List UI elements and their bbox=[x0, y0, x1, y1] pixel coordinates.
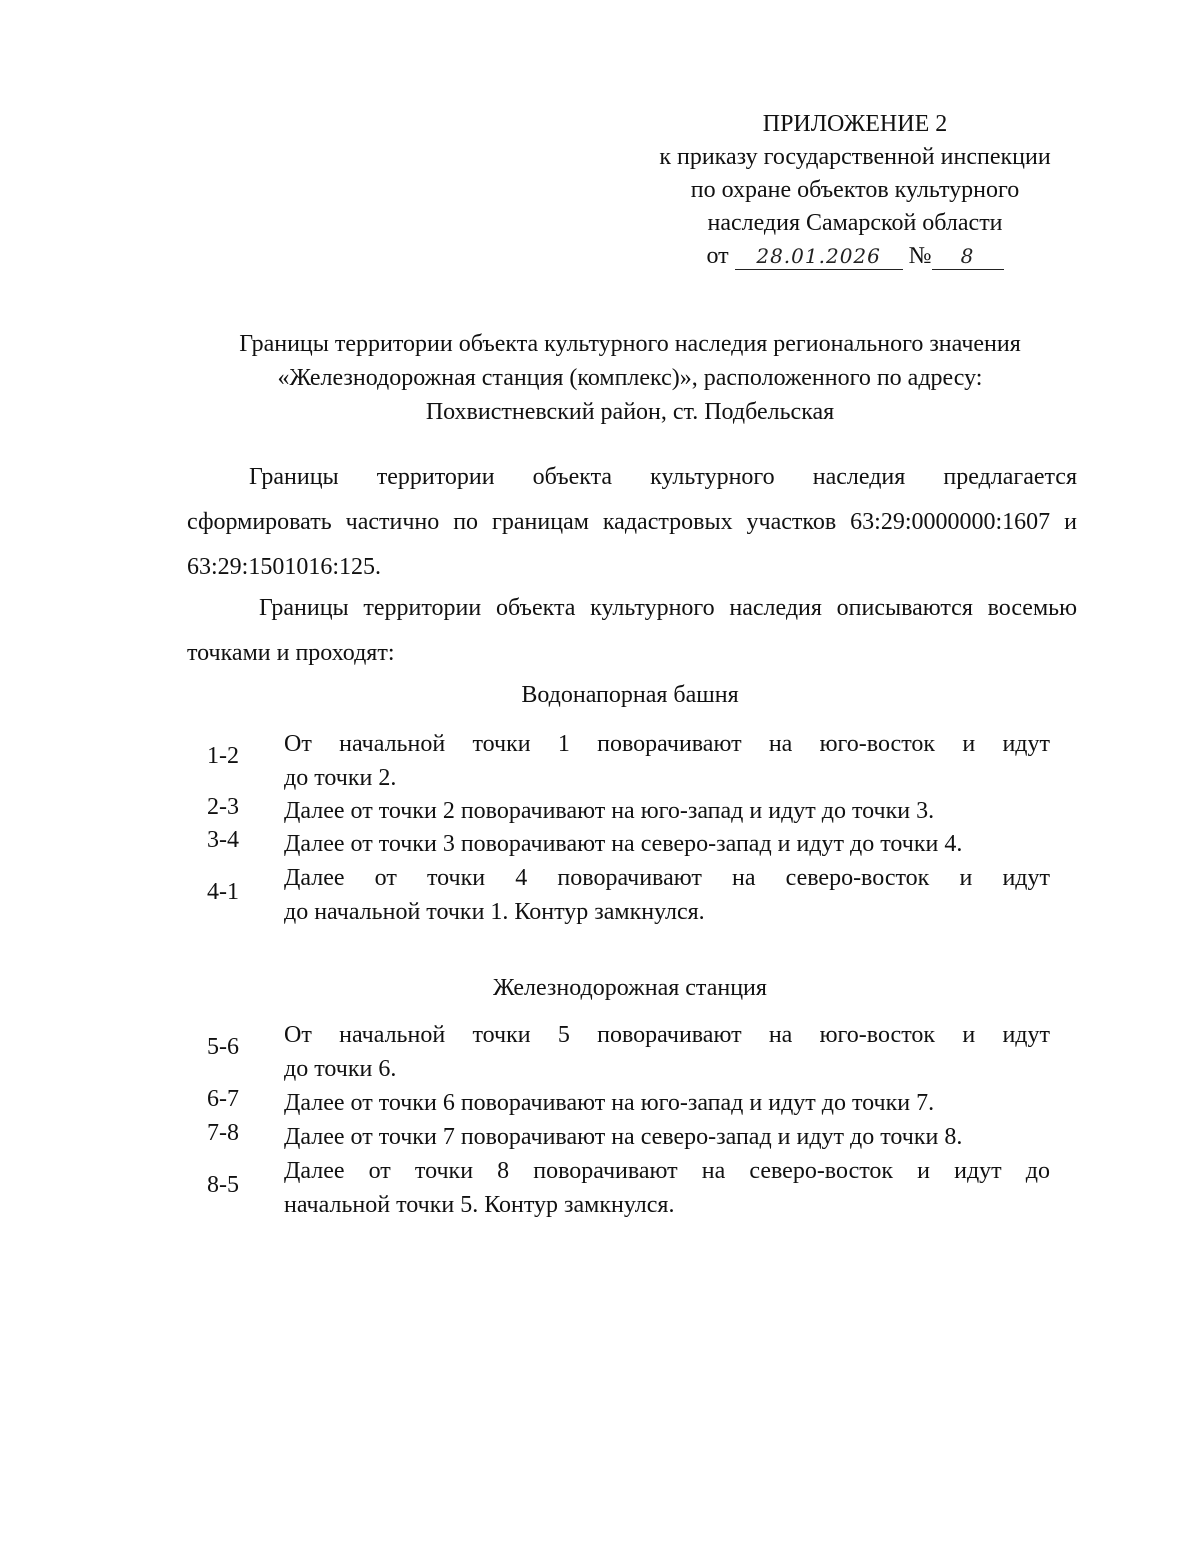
appendix-header bbox=[620, 108, 1090, 273]
boundary-code: 8-5 bbox=[207, 1172, 239, 1198]
title-line-1: Границы территории объекта культурного наследия регионального значения bbox=[239, 331, 1021, 357]
handwritten-number: 8 bbox=[932, 243, 1004, 270]
appendix-inspection-name: по охране объектов культурного bbox=[690, 177, 1020, 203]
boundary-code: 4-1 bbox=[207, 879, 239, 905]
boundary-code: 5-6 bbox=[207, 1034, 239, 1060]
document-title bbox=[130, 327, 1130, 429]
boundary-line: Далее от точки 7 поворачивают на северо-запад и идут до точки 8. bbox=[284, 1124, 963, 1150]
paragraph-cadastral-first-line: Границы территории объекта культурного наследия предлагается bbox=[249, 464, 1077, 490]
date-prefix: от bbox=[706, 243, 729, 269]
boundary-description bbox=[284, 727, 1050, 795]
boundary-description bbox=[284, 1120, 1050, 1154]
boundary-description bbox=[284, 827, 1050, 861]
boundary-description bbox=[284, 1018, 1050, 1086]
boundary-code: 2-3 bbox=[207, 794, 239, 820]
boundary-line: начальной точки 5. Контур замкнулся. bbox=[284, 1192, 675, 1218]
paragraph-points-first-line: Границы территории объекта культурного наследия описываются восемью bbox=[259, 595, 1077, 621]
section-title-water-tower: Водонапорная башня bbox=[521, 682, 739, 708]
boundary-code: 6-7 bbox=[207, 1086, 239, 1112]
handwritten-date: 28.01.2026 bbox=[735, 243, 903, 270]
boundary-line: до начальной точки 1. Контур замкнулся. bbox=[284, 899, 705, 925]
appendix-date-number-line bbox=[620, 240, 1090, 273]
boundary-line: Далее от точки 6 поворачивают на юго-запад и идут до точки 7. bbox=[284, 1090, 935, 1116]
paragraph-cadastral bbox=[187, 455, 1077, 590]
boundary-line: до точки 6. bbox=[284, 1056, 397, 1082]
number-prefix: № bbox=[908, 243, 932, 269]
boundary-line: От начальной точки 5 поворачивают на юго-восток и идут bbox=[284, 1022, 1050, 1048]
appendix-order-ref: к приказу государственной инспекции bbox=[659, 144, 1051, 170]
boundary-line: От начальной точки 1 поворачивают на юго-восток и идут bbox=[284, 731, 1050, 757]
paragraph-points bbox=[187, 586, 1077, 676]
boundary-code: 3-4 bbox=[207, 827, 239, 853]
paragraph-points-rest: точками и проходят: bbox=[187, 640, 395, 666]
boundary-line: Далее от точки 2 поворачивают на юго-запад и идут до точки 3. bbox=[284, 798, 935, 824]
boundary-line: до точки 2. bbox=[284, 765, 397, 791]
boundary-description bbox=[284, 861, 1050, 929]
boundary-line: Далее от точки 3 поворачивают на северо-запад и идут до точки 4. bbox=[284, 831, 963, 857]
section-title-railway-station: Железнодорожная станция bbox=[493, 975, 767, 1001]
boundary-description bbox=[284, 1154, 1050, 1222]
boundary-code: 7-8 bbox=[207, 1120, 239, 1146]
boundary-description bbox=[284, 1086, 1050, 1120]
boundary-line: Далее от точки 4 поворачивают на северо-восток и идут bbox=[284, 865, 1050, 891]
title-line-3: Похвистневский район, ст. Подбельская bbox=[425, 399, 835, 425]
boundary-line: Далее от точки 8 поворачивают на северо-восток и идут до bbox=[284, 1158, 1050, 1184]
boundary-description bbox=[284, 794, 1050, 828]
title-line-2: «Железнодорожная станция (комплекс)», расположенного по адресу: bbox=[277, 365, 983, 391]
paragraph-cadastral-rest: сформировать частично по границам кадастровых участков 63:29:0000000:1607 и 63:29:1501016:125. bbox=[187, 509, 1077, 580]
appendix-region: наследия Самарской области bbox=[707, 210, 1003, 236]
appendix-number: ПРИЛОЖЕНИЕ 2 bbox=[762, 111, 948, 137]
boundary-code: 1-2 bbox=[207, 743, 239, 769]
